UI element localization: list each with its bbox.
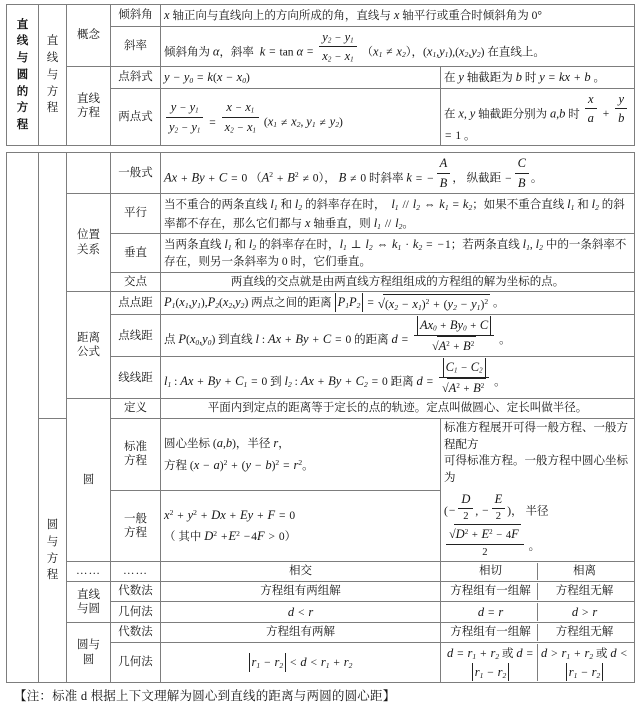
group-spacer-general (67, 153, 111, 194)
circle-definition-content: 平面内到定点的距离等于定长的点的轨迹。定点叫做圆心、定长叫做半径。 (161, 399, 635, 419)
table-line-and-equation-top (6, 4, 635, 146)
cc-geometric-intersect: $r_1 - r_2 < d < r_1 + r_2$ (161, 643, 441, 683)
group-line-equation: 直线 方程 (67, 67, 111, 146)
cc-algebraic-rest (441, 623, 635, 643)
lc-algebraic-rest (441, 581, 635, 601)
lc-algebraic-separate: 方程组无解 (555, 584, 614, 597)
comparison-header-separate: 相离 (573, 565, 596, 578)
circle-standard-left: 圆心坐标 (a,b)，半径 r， 方程 $(x - a)^2 + (y - b)^2 = r^2$。 (161, 419, 441, 491)
point-point-distance-content: $P_1(x_1,y_1),P_2(x_2,y_2)$ 两点之间的距离 $P_1P_2 = √(x_2 - x_1)^2 + (y_2 - y_1)^2$ 。 (161, 292, 635, 315)
cc-algebraic-intersect: 方程组有两解 (161, 623, 441, 643)
comparison-col-label-dots: …… (111, 562, 161, 582)
cc-algebraic-separate: 方程组无解 (555, 626, 614, 639)
table-row (7, 193, 635, 233)
section-line-and-equation-cont (39, 153, 67, 419)
point-line-distance-content: 点 $P(x_0,y_0)$ 到直线 l : Ax + By + C = 0 的距离 d = $\frac{Ax_0 + By_0 + C}{√A^2 + B^2}$ 。 (161, 315, 635, 357)
table-main-body (6, 152, 635, 683)
cc-geometric-separate: $d > r_1 + r_2$ 或 $d < r_1 - r_2$ (541, 646, 627, 680)
group-circle-and-circle: 圆与 圆 (67, 623, 111, 683)
group-concept: 概念 (67, 5, 111, 67)
comparison-header-tangent: 相切 (444, 563, 538, 580)
table-row (7, 292, 635, 315)
parallel-content: 当不重合的两条直线 $l_1$ 和 $l_2$ 的斜率存在时， $l_1 // l_2$ ⇔ $k_1 = k_2$；如果不重合直线 $l_1$ 和 $l_2$ 的斜率都不存在，那么它们都与 x 轴垂直，则 $l_1 // l_2$。 (161, 193, 635, 233)
circle-note-line3: (− $\frac{D}{2}$ , − $\frac{E}{2}$ )， 半径 $\frac{√D^2 + E^2 - 4F}{2}$ 。 (444, 491, 549, 558)
lc-geometric-intersect: d < r (161, 601, 441, 623)
table-row (7, 153, 635, 194)
table-row (7, 581, 635, 601)
lc-algebraic-tangent: 方程组有一组解 (444, 583, 538, 600)
point-slope-left: $y - y_0 = k(x - x_0)$ (161, 67, 441, 89)
table-row (7, 562, 635, 582)
table-row (7, 5, 635, 27)
lc-algebraic-intersect: 方程组有两组解 (161, 581, 441, 601)
row-label-point-slope: 点斜式 (111, 67, 161, 89)
row-label-two-point: 两点式 (111, 89, 161, 146)
row-label-intersection: 交点 (111, 272, 161, 292)
row-label-cc-geometric: 几何法 (111, 643, 161, 683)
row-label-line-line-distance: 线线距 (111, 357, 161, 399)
lc-geometric-separate: d > r (571, 604, 598, 619)
group-circle: 圆 (67, 399, 111, 562)
circle-note-line2: 可得标准方程。一般方程中圆心坐标为 (444, 455, 628, 485)
two-point-right: 在 x, y 轴截距分别为 a,b 时 $\frac{x}{a}$ + $\frac{y}{b}$ = 1 。 (441, 89, 635, 146)
group-distance-formula: 距离 公式 (67, 292, 111, 399)
footer-note: 【注：标准 d 根据上下文理解为圆心到直线的距离与两圆的圆心距】 (14, 689, 396, 704)
section-line-and-equation: 直 线 与 方 程 (39, 5, 67, 146)
cc-algebraic-tangent: 方程组有一组解 (444, 624, 538, 641)
row-label-circle-general: 一般 方程 (111, 490, 161, 562)
row-label-perpendicular: 垂直 (111, 234, 161, 272)
general-form-content: Ax + By + C = 0 $(A^2 + B^2 \ne 0)$， B ≠ 0 时斜率 k = − $\frac{A}{B}$ ， 纵截距 − $\frac{C}{B}$ 。 (161, 153, 635, 194)
circle-general-left: $x^2 + y^2 + Dx + Ey + F = 0$ （ 其中 $D^2 +E^2 -4F > 0$） (161, 490, 441, 562)
lc-geometric-tangent: d = r (444, 603, 538, 622)
cc-geometric-rest (441, 643, 635, 683)
table-row (7, 623, 635, 643)
section-circle-and-equation: 圆 与 方 程 (39, 419, 67, 683)
comparison-row-label-dots: …… (67, 562, 111, 582)
row-label-point-line-distance: 点线距 (111, 315, 161, 357)
intersection-content: 两直线的交点就是由两直线方程组组成的方程组的解为坐标的点。 (161, 272, 635, 292)
row-label-lc-geometric: 几何法 (111, 601, 161, 623)
cc-geometric-tangent: $d = r_1 + r_2$ 或 $d = r_1 - r_2$ (444, 644, 538, 681)
comparison-header-intersect: 相交 (161, 562, 441, 582)
line-line-distance-content: $l_1$ : $Ax + By + C_1 = 0$ 到 $l_2$ : $Ax + By + C_2 = 0$ 距离 d = $\frac{C_1 - C_2}{√A^2 + B^2}$ 。 (161, 357, 635, 399)
circle-note-line1: 标准方程展开可得一般方程、一般方程配方 (444, 422, 628, 451)
row-label-parallel: 平行 (111, 193, 161, 233)
group-line-and-circle: 直线 与圆 (67, 581, 111, 622)
point-slope-right: 在 y 轴截距为 b 时 y = kx + b 。 (441, 67, 635, 89)
table-row (7, 67, 635, 89)
row-label-lc-algebraic: 代数法 (111, 581, 161, 601)
row-label-general-form: 一般式 (111, 153, 161, 194)
row-label-circle-standard: 标准 方程 (111, 419, 161, 491)
row-label-slope: 斜率 (111, 26, 161, 67)
comparison-header-tangent-and-separate (441, 562, 635, 582)
main-heading-spacer (7, 153, 39, 683)
circle-note-right (441, 419, 635, 562)
row-label-cc-algebraic: 代数法 (111, 623, 161, 643)
perpendicular-content: 当两条直线 $l_1$ 和 $l_2$ 的斜率存在时，$l_1$ ⊥ $l_2$ ⇔ $k_1 \cdot k_2 = -1$；若两条直线 $l_1$, $l_2$ 中的一条斜率不存在，则另一条斜率为 0 时，它们垂直。 (161, 234, 635, 272)
two-point-left: $\frac{y - y_1}{y_2 - y_1}$ = $\frac{x - x_1}{x_2 - x_1}$ ($x_1 \ne x_2$, $y_1 \ne y_2$) (161, 89, 441, 146)
row-label-point-point-distance: 点点距 (111, 292, 161, 315)
lc-geometric-rest (441, 601, 635, 623)
row-label-inclination-angle: 倾斜角 (111, 5, 161, 27)
main-heading: 直 线 与 圆 的 方 程 (7, 5, 39, 146)
group-position-relation: 位置 关系 (67, 193, 111, 291)
row-label-circle-definition: 定义 (111, 399, 161, 419)
slope-content: 倾斜角为 α，斜率 k = tan α = $\frac{y_2 - y_1}{x_2 - x_1}$ $(x_1 \ne x_2)$，$(x_1,y_1),(x_2,y_2)$ 在直线上。 (161, 26, 635, 67)
table-row (7, 399, 635, 419)
inclination-angle-content: x 轴正向与直线向上的方向所成的角，直线与 x 轴平行或重合时倾斜角为 0° (161, 5, 635, 27)
